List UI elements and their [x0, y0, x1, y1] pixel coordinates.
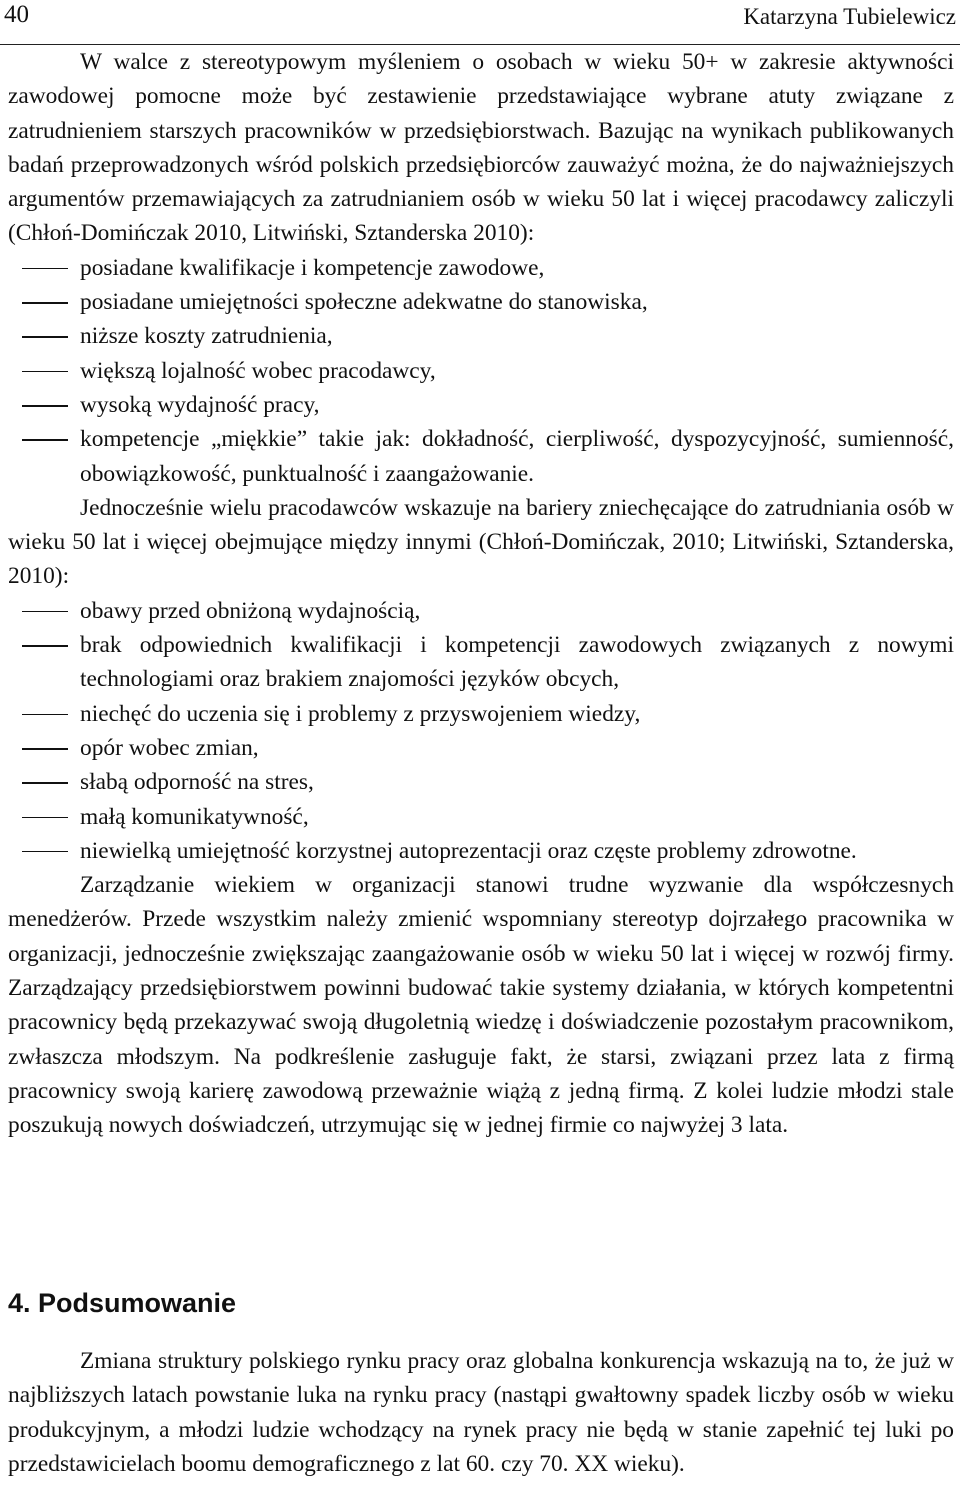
body-text — [8, 45, 954, 1143]
list-item: opór wobec zmian, — [8, 731, 954, 765]
list-item: brak odpowiednich kwalifikacji i kompetencji zawodowych związanych z nowymi technologiami oraz brakiem znajomości języków obcych, — [8, 628, 954, 697]
list-item: obawy przed obniżoną wydajnością, — [8, 594, 954, 628]
list-item: kompetencje „miękkie” takie jak: dokładność, cierpliwość, dyspozycyjność, sumienność, obowiązkowość, punktualność i zaangażowanie. — [8, 422, 954, 491]
barriers-list — [8, 594, 954, 868]
running-header-author: Katarzyna Tubielewicz — [743, 4, 956, 29]
list-item: większą lojalność wobec pracodawcy, — [8, 354, 954, 388]
summary-text — [8, 1344, 954, 1481]
paragraph-barriers-intro: Jednocześnie wielu pracodawców wskazuje na bariery zniechęcające do zatrudniania osób w wieku 50 lat i więcej obejmujące między innymi (Chłoń-Domińczak, 2010; Litwiński, Sztanderska, 2010): — [8, 494, 954, 590]
page-number: 40 — [4, 1, 29, 28]
paragraph-summary: Zmiana struktury polskiego rynku pracy oraz globalna konkurencja wskazują na to, że już w najbliższych latach powstanie luka na rynku pracy (nastąpi gwałtowny spadek liczby osób w wieku produkcyjnym, a młodzi ludzie wchodzący na rynek pracy nie będą w stanie zapełnić tej luki po przedstawicielach boomu demograficznego z lat 60. czy 70. XX wieku). — [8, 1348, 954, 1477]
list-item: małą komunikatywność, — [8, 800, 954, 834]
list-item: niechęć do uczenia się i problemy z przyswojeniem wiedzy, — [8, 697, 954, 731]
paragraph-advantages-intro: W walce z stereotypowym myśleniem o osobach w wieku 50+ w zakresie aktywności zawodowej pomocne może być zestawienie przedstawiające wybrane atuty związane z zatrudnieniem starszych pracowników w przedsiębiorstwach. Bazując na wynikach publikowanych badań przeprowadzonych wśród polskich przedsiębiorców zauważyć można, że do najważniejszych argumentów przemawiających za zatrudnianiem osób w wieku 50 lat i więcej pracodawcy zaliczyli (Chłoń-Domińczak 2010, Litwiński, Sztanderska 2010): — [8, 49, 954, 247]
advantages-list — [8, 251, 954, 491]
list-item: posiadane kwalifikacje i kompetencje zawodowe, — [8, 251, 954, 285]
list-item: posiadane umiejętności społeczne adekwatne do stanowiska, — [8, 285, 954, 319]
section-heading: 4. Podsumowanie — [8, 1288, 237, 1318]
list-item: słabą odporność na stres, — [8, 765, 954, 799]
list-item: wysoką wydajność pracy, — [8, 388, 954, 422]
list-item: niewielką umiejętność korzystnej autoprezentacji oraz częste problemy zdrowotne. — [8, 834, 954, 868]
paragraph-age-management: Zarządzanie wiekiem w organizacji stanowi trudne wyzwanie dla współczesnych menedżerów. Przede wszystkim należy zmienić wspomniany stereotyp dojrzałego pracownika w organizacji, jednocześnie zwiększając zaangażowanie osób w wieku 50 lat i więcej w rozwój firmy. Zarządzający przedsiębiorstwem powinni budować takie systemy działania, w których kompetentni pracownicy będą przekazywać swoją długoletnią wiedzę i doświadczenie pozostałym pracownikom, zwłaszcza młodszym. Na podkreślenie zasługuje fakt, że starsi, związani przez lata z firmą pracownicy swoją karierę zawodową przeważnie wiążą z jedną firmą. Z kolei ludzie młodzi stale poszukują nowych doświadczeń, utrzymując się w jednej firmie co najwyżej 3 lata. — [8, 872, 954, 1139]
running-header — [0, 0, 960, 45]
list-item: niższe koszty zatrudnienia, — [8, 319, 954, 353]
